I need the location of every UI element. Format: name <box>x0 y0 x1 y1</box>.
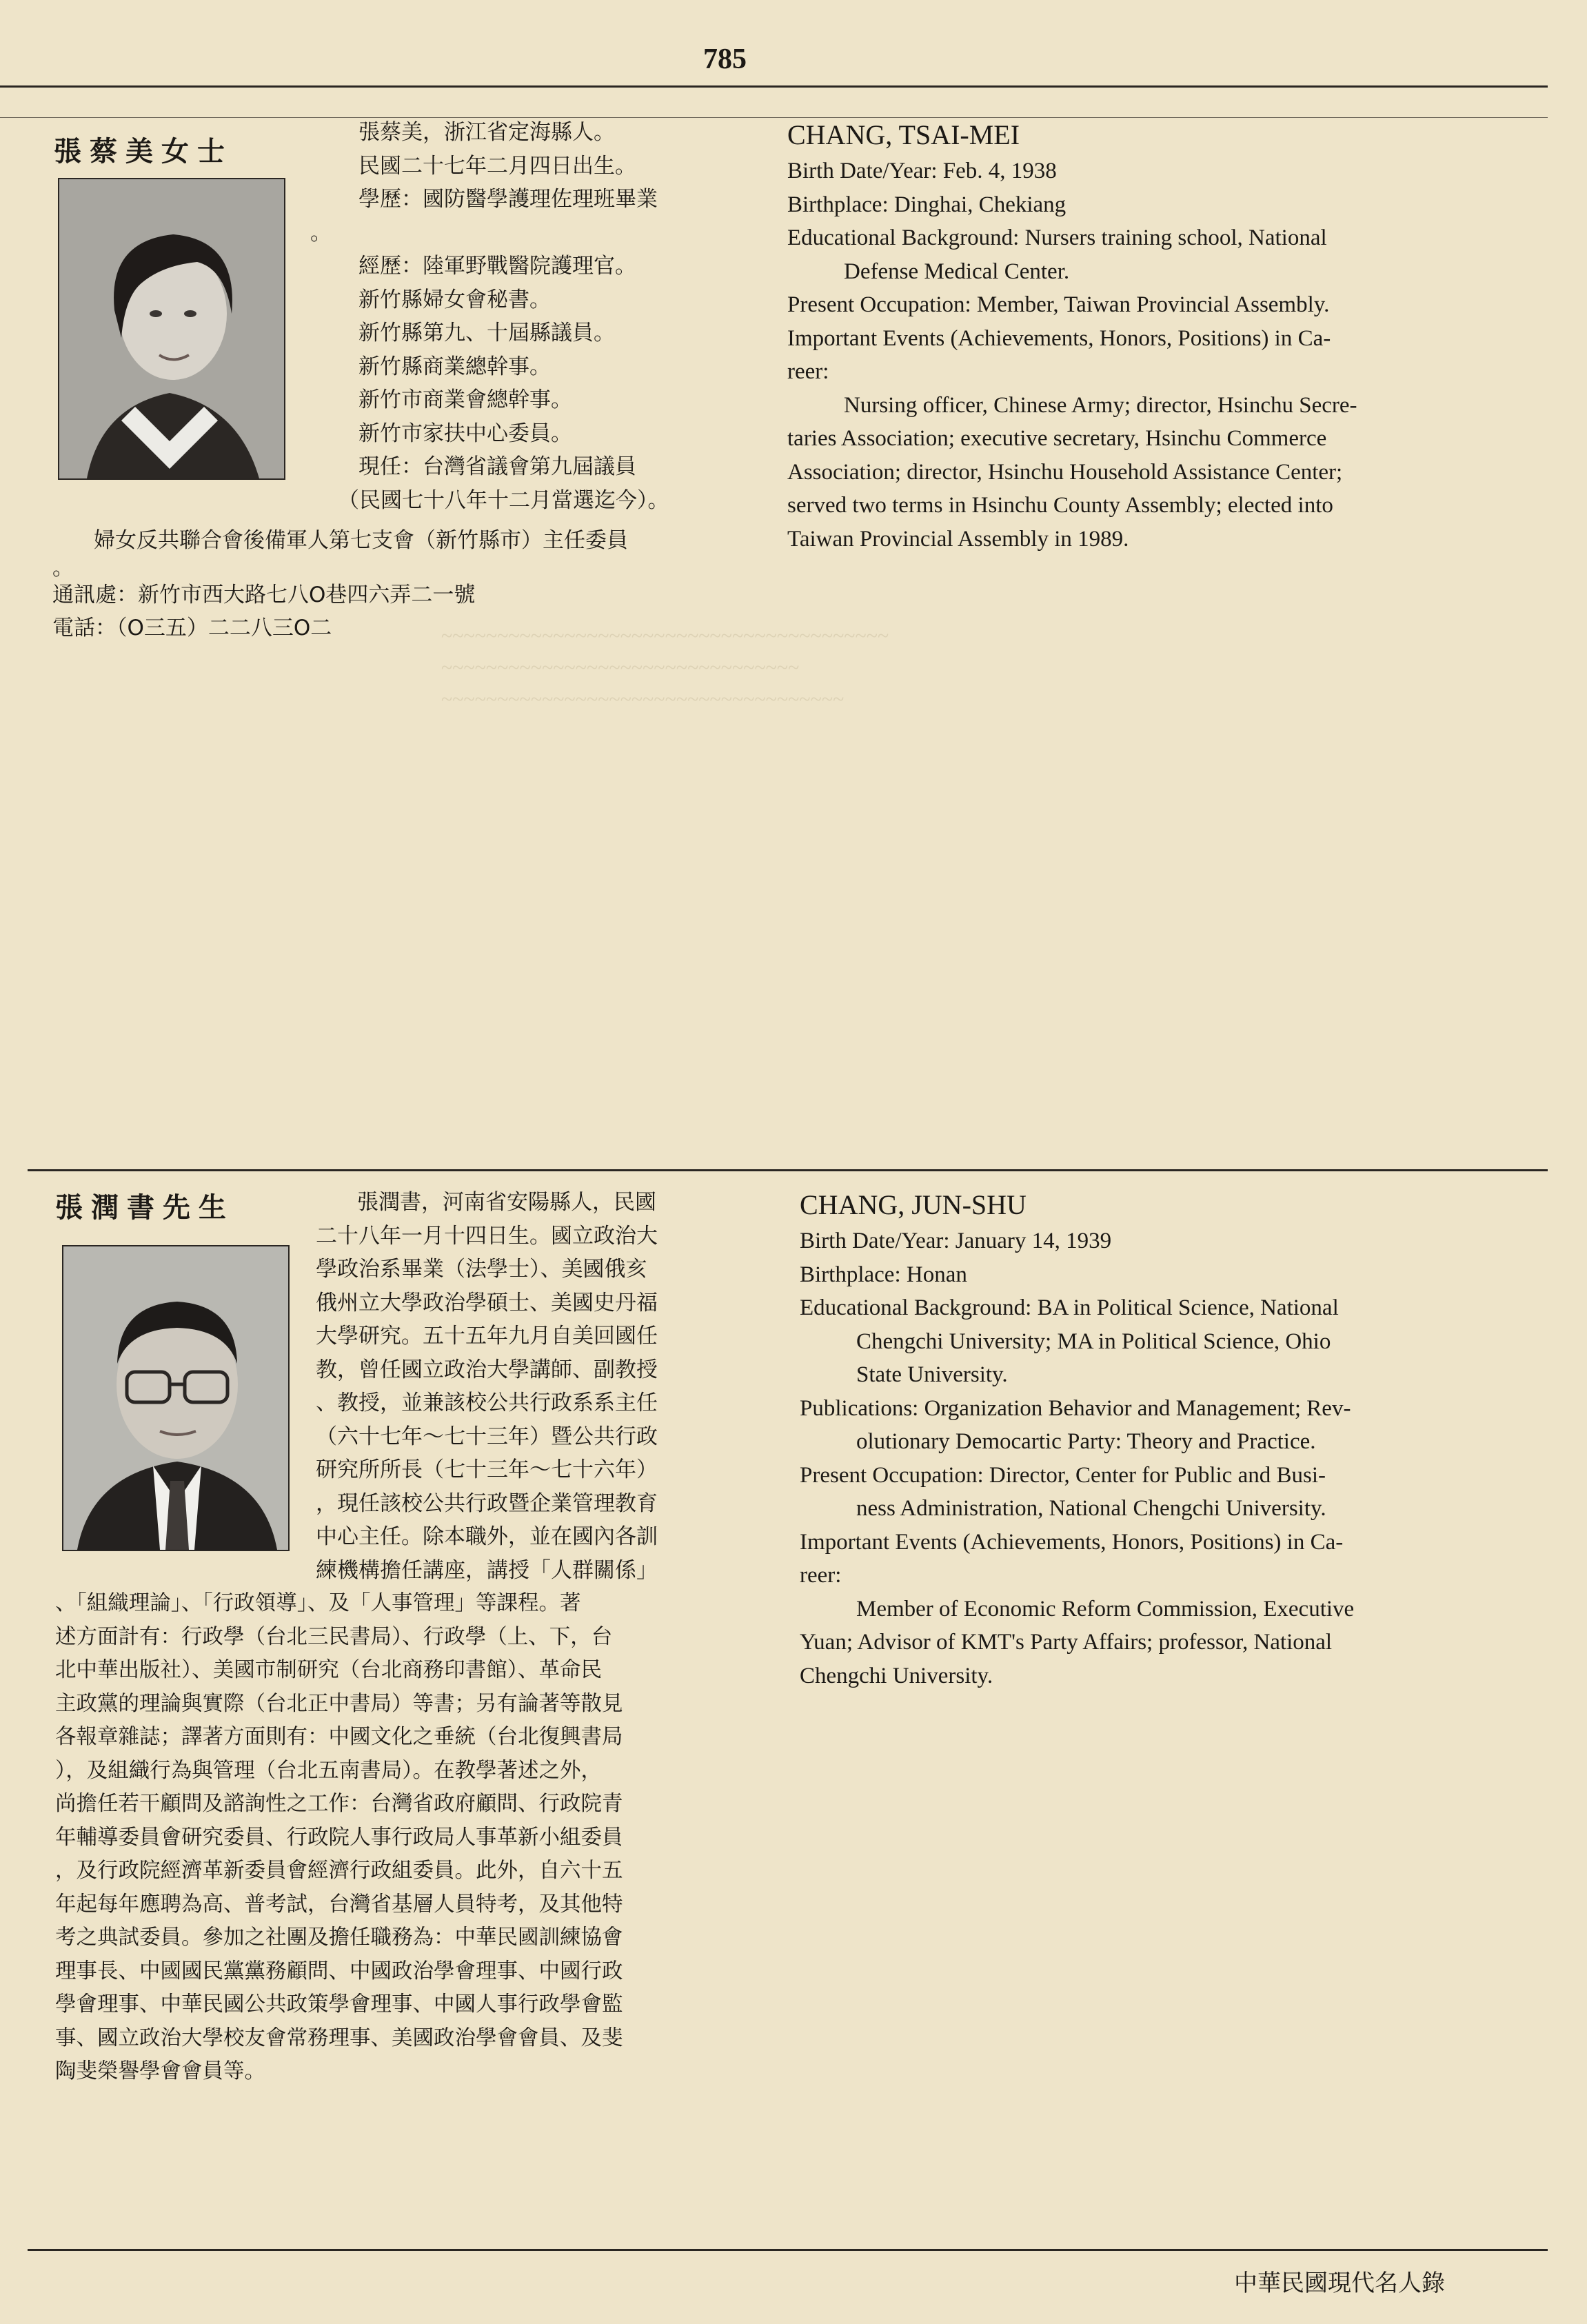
en-line: Present Occupation: Director, Center for Public and Busi- <box>800 1462 1326 1488</box>
cn-line: ），及組織行為與管理（台北五南書局）。在教學著述之外， <box>55 1758 602 1783</box>
cn-line: 。 <box>52 555 74 580</box>
portrait-photo <box>58 178 285 480</box>
cn-line: 考之典試委員。參加之社團及擔任職務為：中華民國訓練協會 <box>55 1926 623 1950</box>
cn-line: 大學研究。五十五年九月自美回國任 <box>316 1324 658 1348</box>
en-line: Nursing officer, Chinese Army; director, Hsinchu Secre- <box>844 392 1357 418</box>
cn-line: 述方面計有：行政學（台北三民書局）、行政學（上、下，台 <box>55 1624 613 1649</box>
cn-line: 經歷：陸軍野戰醫院護理官。 <box>358 254 636 279</box>
en-line: Educational Background: BA in Political Science, National <box>800 1295 1339 1320</box>
cn-line: （民國七十八年十二月當選迄今）。 <box>338 487 669 513</box>
cn-line: 俄州立大學政治學碩士、美國史丹福 <box>316 1290 658 1315</box>
cn-line: 尚擔任若干顧問及諮詢性之工作：台灣省政府顧問、行政院青 <box>55 1792 623 1816</box>
en-line: taries Association; executive secretary, Hsinchu Commerce <box>787 426 1327 451</box>
en-line: Educational Background: Nursers training school, National <box>787 225 1327 250</box>
entry-en-bio <box>800 1186 1354 1693</box>
cn-line: 張潤書，河南省安陽縣人，民國 <box>357 1190 656 1215</box>
footer-title: 中華民國現代名人錄 <box>1234 2270 1445 2297</box>
en-line: Birth Date/Year: January 14, 1939 <box>800 1229 1112 1253</box>
entry-cn-name: 張潤書先生 <box>55 1192 234 1224</box>
en-line: reer: <box>800 1563 842 1588</box>
en-line: Taiwan Provincial Assembly in 1989. <box>787 526 1129 552</box>
portrait-photo <box>62 1245 290 1551</box>
entry-en-name: CHANG, JUN-SHU <box>800 1189 1027 1220</box>
en-line: Birth Date/Year: Feb. 4, 1938 <box>787 159 1057 183</box>
en-line: Yuan; Advisor of KMT's Party Affairs; professor, National <box>800 1630 1333 1655</box>
woman-portrait-icon <box>59 179 284 478</box>
cn-line: 學政治系畢業（法學士）、美國俄亥 <box>316 1257 647 1282</box>
cn-line: ，及行政院經濟革新委員會經濟行政組委員。此外，自六十五 <box>55 1859 623 1883</box>
entry-en-name: CHANG, TSAI-MEI <box>787 119 1020 150</box>
en-line: State University. <box>856 1362 1008 1387</box>
show-through-text: ~~~~~~~~~~~~~~~~~~~~~~~~~~~~~~~~~~~~~~~~ ~~~~~~~~~~~~~~~~~~~~~~~~~~~~~~~~ ~~~~~~~~~~~~~~~~~~~~~~~~~~~~~~~~~~~~ <box>441 625 889 711</box>
en-line: served two terms in Hsinchu County Assembly; elected into <box>787 493 1333 518</box>
en-line: Important Events (Achievements, Honors, Positions) in Ca- <box>800 1529 1344 1555</box>
middle-rule <box>28 1169 1548 1171</box>
cn-line: 學歷：國防醫學護理佐理班畢業 <box>358 187 658 212</box>
cn-line: 、「組織理論」、「行政領導」、及「人事管理」等課程。著 <box>55 1591 581 1615</box>
en-line: Present Occupation: Member, Taiwan Provincial Assembly. <box>787 292 1330 317</box>
en-line: Chengchi University; MA in Political Science, Ohio <box>856 1328 1331 1354</box>
en-line: Defense Medical Center. <box>844 259 1070 284</box>
en-line: Publications: Organization Behavior and Management; Rev- <box>800 1395 1351 1421</box>
cn-line: 新竹縣婦女會秘書。 <box>358 287 551 312</box>
cn-line: ，現任該校公共行政暨企業管理教育 <box>316 1491 658 1516</box>
cn-line: 研究所所長（七十三年～七十六年） <box>316 1457 658 1482</box>
entry-cn-name: 張蔡美女士 <box>54 136 233 168</box>
cn-line: 新竹縣第九、十屆縣議員。 <box>358 321 615 345</box>
page-number: 785 <box>703 43 747 75</box>
entry-cn-bio <box>316 1186 658 1587</box>
top-rule <box>0 85 1548 88</box>
cn-line: 學會理事、中華民國公共政策學會理事、中國人事行政學會監 <box>55 1992 623 2017</box>
cn-line: 教，曾任國立政治大學講師、副教授 <box>316 1357 658 1382</box>
cn-line: 現任：台灣省議會第九屆議員 <box>358 454 636 479</box>
contact-address: 通訊處：新竹市西大路七八O巷四六弄二一號 <box>52 582 476 607</box>
cn-line: 新竹市商業會總幹事。 <box>358 387 572 412</box>
entry-cn-bio <box>310 116 669 517</box>
en-line: ness Administration, National Chengchi University. <box>856 1496 1326 1521</box>
cn-line: 北中華出版社）、美國市制研究（台北商務印書館）、革命民 <box>55 1658 602 1682</box>
cn-line: 陶斐榮譽學會會員等。 <box>55 2059 265 2083</box>
en-line: Member of Economic Reform Commission, Executive <box>856 1596 1355 1621</box>
en-line: reer: <box>787 359 829 384</box>
cn-line: 各報章雜誌；譯著方面則有：中國文化之垂統（台北復興書局 <box>55 1725 623 1749</box>
cn-line: （六十七年～七十三年）暨公共行政 <box>316 1424 658 1449</box>
contact-phone: 電話：（O三五）二二八三O二 <box>52 616 332 640</box>
cn-line: 事、國立政治大學校友會常務理事、美國政治學會會員、及斐 <box>55 2025 623 2050</box>
cn-line: 新竹市家扶中心委員。 <box>358 421 572 446</box>
cn-line: 二十八年一月十四日生。國立政治大 <box>316 1223 658 1249</box>
man-portrait-icon <box>63 1246 288 1550</box>
cn-line: 民國二十七年二月四日出生。 <box>358 153 636 179</box>
en-line: Chengchi University. <box>800 1663 993 1688</box>
en-line: Birthplace: Dinghai, Chekiang <box>787 192 1067 217</box>
entry-cn-tail <box>52 524 628 645</box>
cn-line: 年輔導委員會研究委員、行政院人事行政局人事革新小組委員 <box>55 1825 623 1850</box>
entry-cn-tail <box>55 1587 623 2089</box>
cn-line: 中心主任。除本職外，並在國內各訓 <box>316 1524 658 1549</box>
en-line: Birthplace: Honan <box>800 1262 967 1287</box>
cn-line: 、教授，並兼該校公共行政系系主任 <box>316 1391 658 1415</box>
cn-line: 新竹縣商業總幹事。 <box>358 354 551 379</box>
cn-line: 。 <box>310 220 332 245</box>
en-line: Important Events (Achievements, Honors, Positions) in Ca- <box>787 325 1331 351</box>
cn-line: 年起每年應聘為高、普考試，台灣省基層人員特考，及其他特 <box>55 1892 623 1917</box>
bottom-rule <box>28 2249 1548 2251</box>
en-line: Association; director, Hsinchu Household Assistance Center; <box>787 459 1343 485</box>
cn-line: 主政黨的理論與實際（台北正中書局）等書；另有論著等散見 <box>55 1691 623 1716</box>
entry-en-bio <box>787 116 1357 556</box>
cn-line: 理事長、中國國民黨黨務顧問、中國政治學會理事、中國行政 <box>55 1959 623 1983</box>
cn-line: 練機構擔任講座，講授「人群關係」 <box>316 1557 658 1583</box>
cn-line: 張蔡美，浙江省定海縣人。 <box>358 120 615 145</box>
en-line: olutionary Democartic Party: Theory and Practice. <box>856 1429 1316 1454</box>
cn-line: 婦女反共聯合會後備軍人第七支會（新竹縣市）主任委員 <box>94 528 628 553</box>
